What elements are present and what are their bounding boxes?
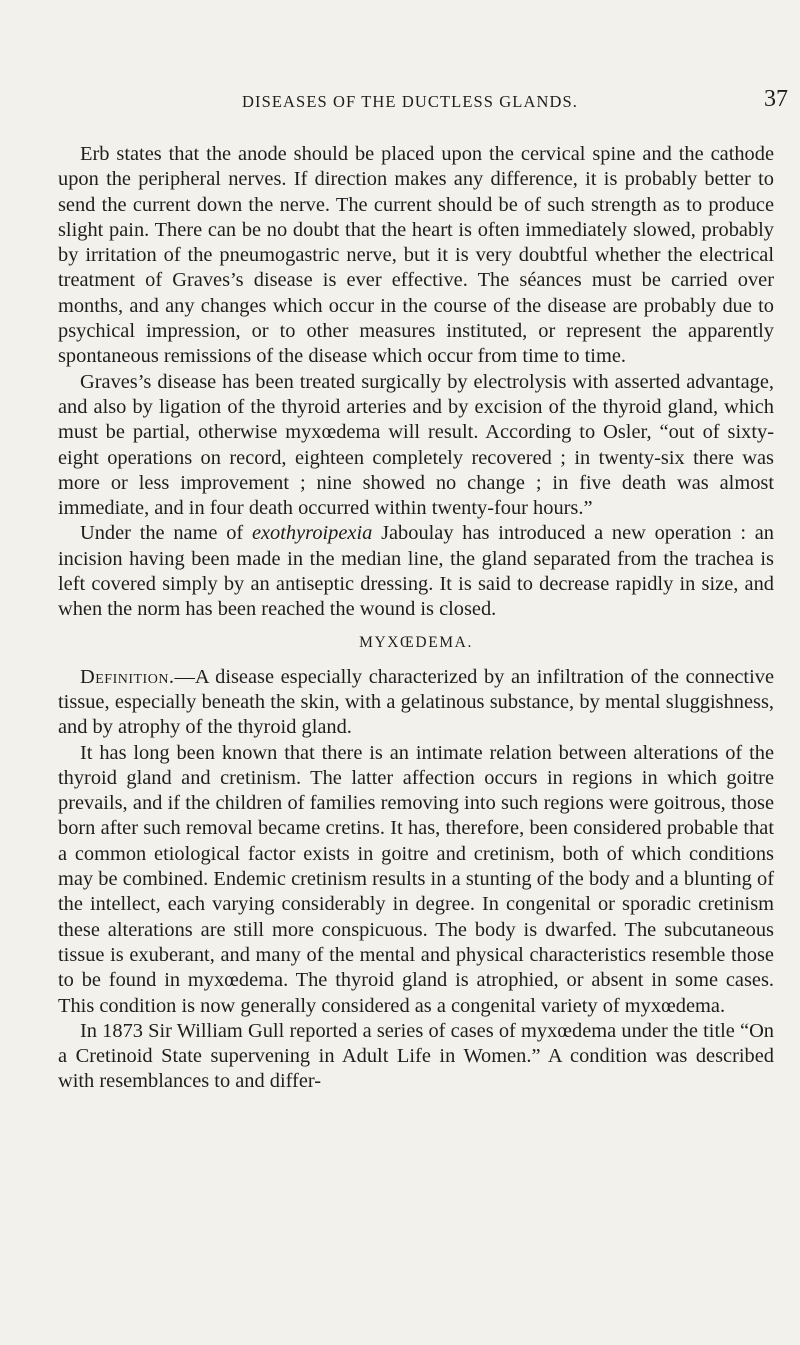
paragraph [58,521,774,622]
running-title: DISEASES OF THE DUCTLESS GLANDS. [241,92,579,111]
italic-term: exothyroipexia [251,522,373,545]
paragraph: In 1873 Sir William Gull reported a series of cases of myxœdema under the title “On a Cretinoid State supervening in Adult Life in Women.” A condition was described with resemblances to and differ- [58,1019,774,1093]
paragraph-text: Jaboulay has introduced a new operation : an incision having been made in the median line, the gland separated from the trachea is left covered simply by an antiseptic dressing. It is said to decrease rapidly in size, and when the norm has been reached the wound is closed. [58,522,774,621]
definition-text: —A disease especially characterized by an infiltration of the connective tissue, especially beneath the skin, with a gelatinous substance, by mental sluggishness, and by atrophy of the thyroid gland. [58,665,774,739]
paragraph: It has long been known that there is an intimate relation between alterations of the thyroid gland and cretinism. The latter affection occurs in regions in which goitre prevails, and if the children of families removing into such regions were goitrous, those born after such removal became cretins. It has, therefore, been considered probable that a common etiological factor exists in goitre and cretinism, both of which conditions may be combined. Endemic cretinism results in a stunting of the body and a blunting of the intellect, each varying considerably in degree. In congenital or sporadic cretinism these alterations are still more conspicuous. The body is dwarfed. The subcutaneous tissue is exuberant, and many of the mental and physical characteristics resemble those to be found in myxœdema. The thyroid gland is atrophied, or absent in some cases. This condition is now generally considered as a congenital variety of myxœdema. [58,741,774,1017]
body-text [58,142,774,1095]
paragraph: Graves’s disease has been treated surgically by electrolysis with asserted advantage, and also by ligation of the thyroid arteries and by excision of the thyroid gland, which must be partial, otherwise myxœdema will result. According to Osler, “out of sixty-eight operations on record, eighteen completely recovered ; in twenty-six there was more or less improvement ; nine showed no change ; in five death was almost immediate, and in four death occurred within twenty-four hours.” [58,370,774,520]
definition-label: Definition. [80,665,175,688]
page-number: 37 [764,86,788,112]
paragraph-text: Under the name of [80,522,252,545]
section-heading: MYXŒDEMA. [359,633,473,651]
definition-paragraph [58,665,774,741]
paragraph: Erb states that the anode should be placed upon the cervical spine and the cathode upon the peripheral nerves. If direction makes any difference, it is probably better to send the current down the nerve. The current should be of such strength as to produce slight pain. There can be no doubt that the heart is often immediately slowed, probably by irritation of the pneumogastric nerve, but it is very doubtful whether the electrical treatment of Graves’s disease is ever effective. The séances must be carried over months, and any changes which occur in the course of the disease are probably due to psychical impression, or to other measures instituted, or represent the apparently spontaneous remissions of the disease which occur from time to time. [58,143,774,368]
running-head [60,86,788,116]
